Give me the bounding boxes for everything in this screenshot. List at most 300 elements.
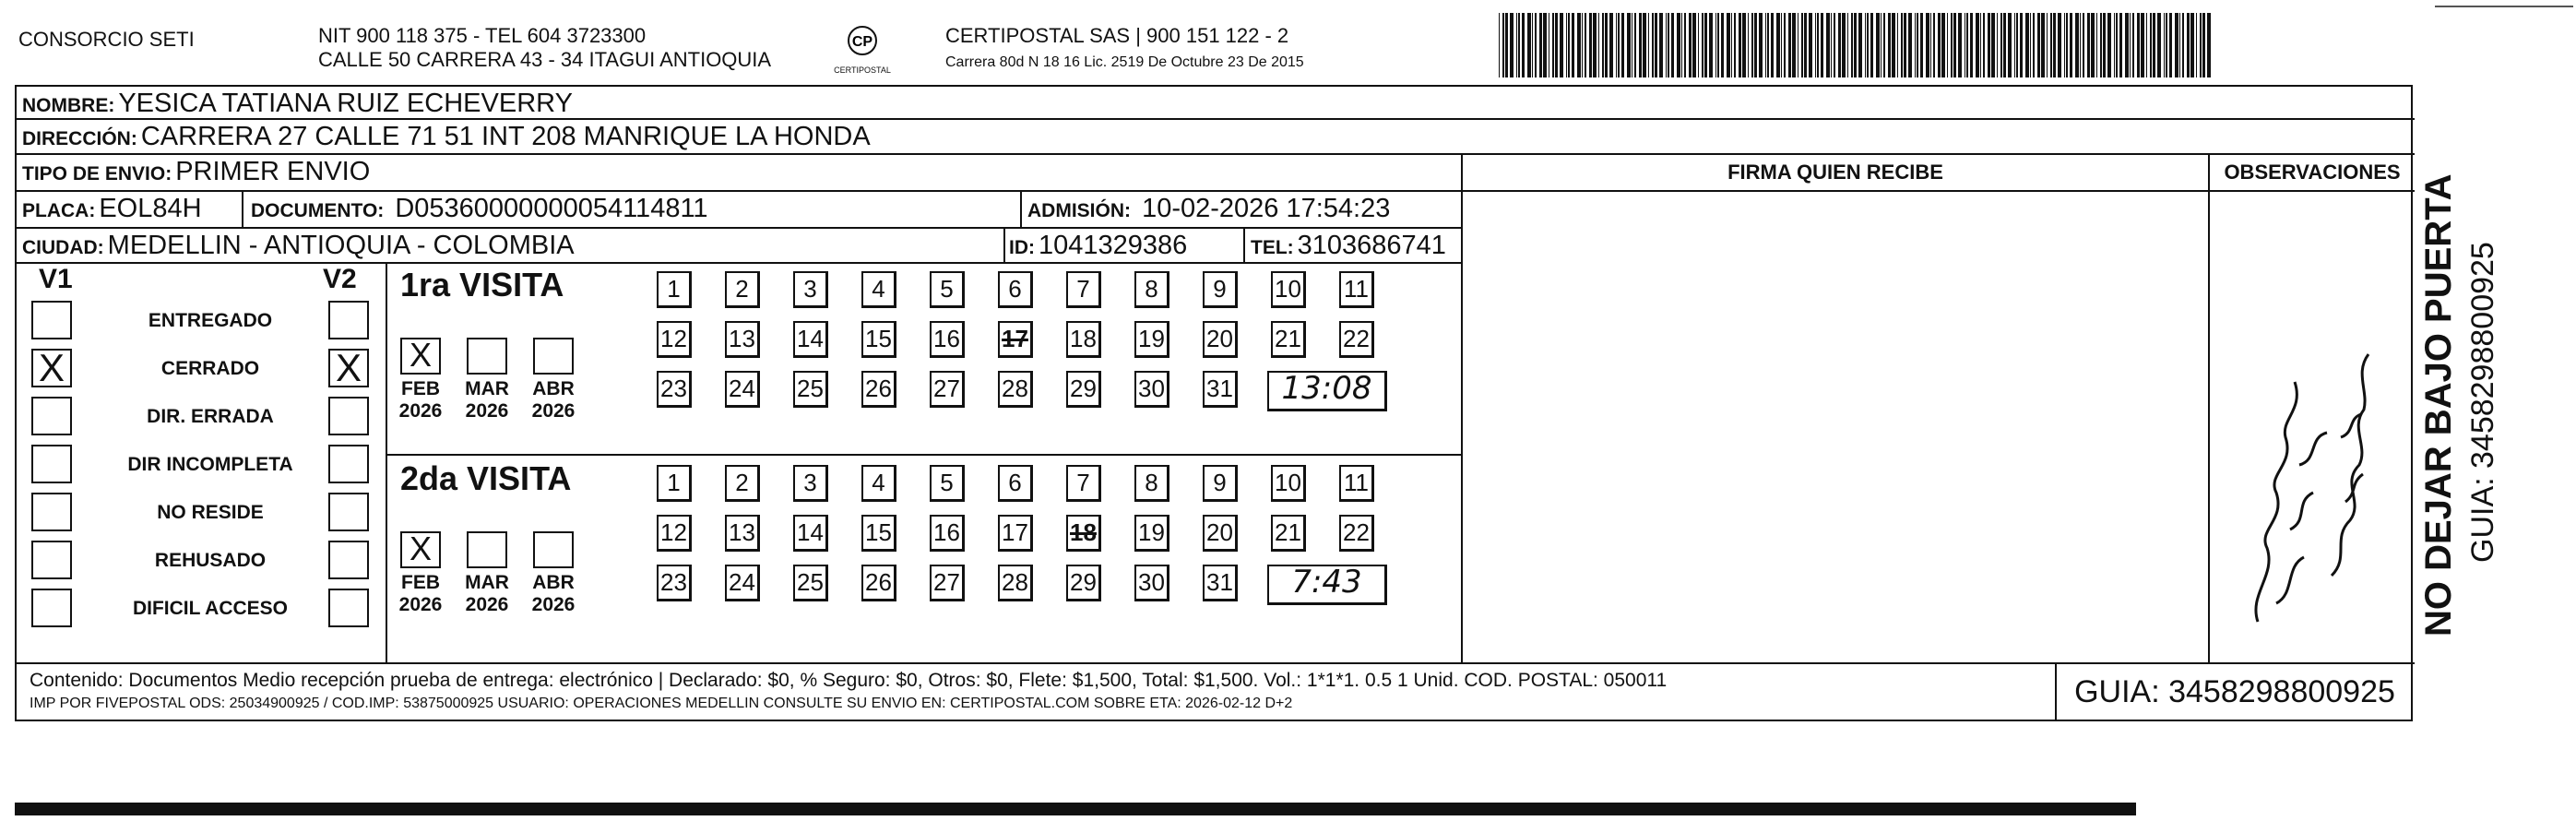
barcode-bar [1881,13,1882,77]
day-box[interactable]: 20 [1203,515,1238,552]
day-box[interactable]: 11 [1339,465,1374,502]
footer-imp: IMP POR FIVEPOSTAL ODS: 25034900925 / COD.IMP: 53875000925 USUARIO: OPERACIONES MEDELLIN CONSULTE SU ENVIO EN: CERTIPOSTAL.COM SOBRE ETA: 2026-02-12 D+2 [30,696,1293,711]
day-box[interactable]: 15 [861,515,896,552]
direccion-label: DIRECCIÓN: [22,128,137,149]
barcode-bar [1618,13,1620,77]
barcode-bar [1634,13,1636,77]
month-name: MAR [465,378,509,399]
barcode-bar [1951,13,1953,77]
v2-checkbox[interactable] [328,397,369,435]
v1-checkbox[interactable] [31,445,72,483]
status-label: CERRADO [160,358,260,379]
barcode-bar [2020,13,2023,77]
company-name: CONSORCIO SETI [18,28,195,51]
barcode-bar [2132,13,2134,77]
barcode-bar [1572,13,1574,77]
day-box[interactable]: 8 [1134,271,1169,308]
day-box[interactable]: 29 [1066,371,1101,408]
barcode-bar [1765,13,1766,77]
barcode-bar [1751,13,1753,77]
direccion-row [17,120,2415,155]
day-box[interactable]: 20 [1203,321,1238,358]
barcode-bar [2083,13,2084,77]
barcode-bar [1867,13,1869,77]
day-box[interactable]: 9 [1203,465,1238,502]
barcode-bar [2003,13,2006,77]
day-box[interactable]: 17 [998,515,1033,552]
barcode-bar [1784,13,1786,77]
day-box[interactable]: 12 [657,321,692,358]
barcode-bar [1698,13,1699,77]
month-checkbox[interactable] [533,338,574,375]
admision-value: 10-02-2026 17:54:23 [1142,194,1391,223]
day-box[interactable]: 1 [657,465,692,502]
day-box[interactable]: 28 [998,565,1033,601]
barcode-bar [1602,13,1604,77]
day-box[interactable]: 22 [1339,321,1374,358]
ciudad-value: MEDELLIN - ANTIOQUIA - COLOMBIA [107,231,575,260]
month-checkbox[interactable]: X [400,531,441,568]
v2-checkbox[interactable] [328,589,369,627]
barcode-bar [2182,13,2184,77]
barcode-bar [1966,13,1968,77]
status-label: REHUSADO [154,550,267,571]
barcode-bar [1717,13,1719,77]
barcode-bar [1627,13,1631,77]
day-box[interactable]: 3 [793,465,828,502]
barcode-bar [1518,13,1520,77]
documento-value: D05360000000054114811 [395,194,708,223]
barcode-bar [1865,13,1866,77]
day-box[interactable]: 1 [657,271,692,308]
barcode-bar [2030,13,2031,77]
barcode-bar [1560,13,1563,77]
barcode-bar [1502,13,1504,77]
v2-checkbox[interactable] [328,493,369,531]
barcode-bar [2157,13,2161,77]
barcode-bar [1915,13,1916,77]
month-label [526,378,581,422]
side-guia: GUIA: 3458298800925 [2465,242,2500,563]
barcode-bar [1616,13,1617,77]
barcode-bar [2130,13,2131,77]
day-box[interactable]: 19 [1134,515,1169,552]
firma-label: FIRMA QUIEN RECIBE [1727,161,1943,184]
day-box[interactable]: 23 [657,565,692,601]
barcode-bar [1897,13,1898,77]
firma-divider [1461,155,1463,664]
barcode-bar [2141,13,2144,77]
barcode-bar [1947,13,1948,77]
day-box[interactable]: 3 [793,271,828,308]
placa-label: PLACA: [22,200,96,221]
barcode-bar [1499,13,1500,77]
barcode-bar [2087,13,2090,77]
observaciones-label: OBSERVACIONES [2224,161,2401,184]
barcode-bar [1988,13,1990,77]
logo-icon [830,24,895,61]
day-box[interactable]: 27 [930,565,965,601]
barcode-bar [1920,13,1923,77]
day-box[interactable]: 6 [998,465,1033,502]
barcode-bar [1817,13,1819,77]
barcode-bar [1759,13,1763,77]
barcode-bar [1792,13,1796,77]
barcode-bar [2169,13,2172,77]
day-box[interactable]: 17 [998,321,1033,358]
day-box[interactable]: 2 [725,465,760,502]
barcode-bar [2114,13,2115,77]
barcode-bar [1709,13,1713,77]
barcode-bar [1505,13,1508,77]
nombre-row [17,87,2415,120]
barcode-bar [2150,13,2152,77]
barcode-bar [1801,13,1803,77]
certipostal-logo [830,24,895,79]
day-box[interactable]: 24 [725,371,760,408]
day-box[interactable]: 22 [1339,515,1374,552]
nombre-label: NOMBRE: [22,95,115,116]
barcode-bar [1668,13,1669,77]
barcode-bar [1788,13,1791,77]
barcode-bar [1976,13,1979,77]
barcode-bar [2064,13,2065,77]
barcode-bar [1842,13,1846,77]
day-box[interactable]: 5 [930,271,965,308]
barcode-bar [1904,13,1906,77]
v1-checkbox[interactable] [31,397,72,435]
month-label [526,572,581,616]
day-box[interactable]: 31 [1203,371,1238,408]
barcode-bar [1938,13,1941,77]
status-label: DIFICIL ACCESO [132,598,288,619]
nit-line: NIT 900 118 375 - TEL 604 3723300 [318,24,647,47]
month-checkbox[interactable] [467,531,507,568]
handwritten-signature [2239,299,2378,631]
month-year: 2026 [398,400,443,422]
barcode-bar [1991,13,1995,77]
barcode-bar [2196,13,2197,77]
barcode-bar [1522,13,1525,77]
barcode-bar [1510,13,1514,77]
barcode-bar [1876,13,1880,77]
day-box[interactable]: 18 [1066,321,1101,358]
barcode-bar [1566,13,1567,77]
barcode-bar [2000,13,2002,77]
barcode-bar [2103,13,2106,77]
certipostal-line: CERTIPOSTAL SAS | 900 151 122 - 2 [945,24,1289,47]
barcode-bar [1721,13,1724,77]
barcode-bar [1516,13,1517,77]
barcode-bar [2053,13,2056,77]
barcode-bar [1926,13,1929,77]
barcode-bar [2125,13,2129,77]
visit-time: 7:43 [1267,565,1387,605]
id-label: ID: [1009,237,1035,258]
barcode-bar [1598,13,1599,77]
logo-text: CERTIPOSTAL [834,65,891,75]
visits-area [387,264,1461,662]
barcode-bar [1715,13,1716,77]
barcode-bar [2091,13,2095,77]
barcode-bar [1704,13,1707,77]
day-box[interactable]: 6 [998,271,1033,308]
month-year: 2026 [465,594,509,615]
barcode-bar [1652,13,1654,77]
barcode-bar [1621,13,1624,77]
month-label [459,572,515,616]
edge-mark [2435,6,2573,7]
day-box[interactable]: 19 [1134,321,1169,358]
barcode-bar [1555,13,1558,77]
footer-content: Contenido: Documentos Medio recepción prueba de entrega: electrónico | Declarado: $0, % Seguro: $0, Otros: $0, Flete: $1,500, Total: $1,500. Vol.: 1*1*1. 0.5 1 Unid. COD. POSTAL: 050011 [30,670,1668,691]
day-box[interactable]: 16 [930,321,965,358]
barcode-bar [2080,13,2081,77]
shipping-label-frame [15,85,2413,721]
barcode-bar [1582,13,1583,77]
barcode-bar [1671,13,1674,77]
day-box[interactable]: 13 [725,515,760,552]
barcode-bar [1702,13,1703,77]
barcode-bar [2202,13,2205,77]
v2-checkbox[interactable] [328,541,369,579]
barcode-bar [2107,13,2111,77]
day-box[interactable]: 7 [1066,271,1101,308]
day-box[interactable]: 24 [725,565,760,601]
barcode-bar [1847,13,1848,77]
side-warning: NO DEJAR BAJO PUERTA [2418,173,2459,637]
barcode-bar [1809,13,1812,77]
barcode-bar [1577,13,1581,77]
barcode-bar [2153,13,2155,77]
barcode-bar [1838,13,1841,77]
day-box[interactable]: 30 [1134,565,1169,601]
month-checkbox[interactable] [533,531,574,568]
barcode-bar [1851,13,1853,77]
v1-checkbox[interactable] [31,301,72,339]
day-box[interactable]: 18 [1066,515,1101,552]
month-year: 2026 [465,400,509,422]
obs-header-line [2210,190,2415,192]
visit-title: 2da VISITA [400,459,572,497]
barcode-bar [1883,13,1885,77]
v1-checkbox[interactable]: X [31,349,72,387]
barcode-bar [1681,13,1682,77]
barcode-bar [2075,13,2079,77]
barcode-bar [1605,13,1608,77]
barcode-bar [1997,13,1998,77]
ciudad-label: CIUDAD: [22,237,104,258]
barcode-bar [1958,13,1962,77]
month-label [393,572,448,616]
barcode-bar [1858,13,1862,77]
day-box[interactable]: 30 [1134,371,1169,408]
day-box[interactable]: 4 [861,465,896,502]
barcode-bar [2190,13,2194,77]
address-line: CALLE 50 CARRERA 43 - 34 ITAGUI ANTIOQUIA [318,48,772,71]
barcode-bar [1892,13,1895,77]
barcode-bar [1659,13,1663,77]
day-box[interactable]: 8 [1134,465,1169,502]
day-box[interactable]: 10 [1271,271,1306,308]
barcode-bar [2119,13,2122,77]
barcode-bar [1941,13,1945,77]
status-label: DIR INCOMPLETA [127,454,293,475]
barcode-bar [1666,13,1667,77]
barcode-bar [1930,13,1931,77]
barcode-bar [1754,13,1757,77]
barcode-bar [1933,13,1935,77]
barcode-bar [1917,13,1918,77]
month-name: MAR [465,572,509,593]
barcode-bar [2179,13,2180,77]
day-box[interactable]: 29 [1066,565,1101,601]
day-box[interactable]: 11 [1339,271,1374,308]
barcode-bar [1539,13,1542,77]
month-year: 2026 [531,594,576,615]
bottom-rule [15,803,2136,815]
visit-divider [387,454,1461,456]
barcode-bar [1527,13,1531,77]
ciudad-row [17,229,1461,264]
barcode-bar [1684,13,1686,77]
barcode-bar [2200,13,2202,77]
day-box[interactable]: 26 [861,371,896,408]
barcode-bar [2066,13,2068,77]
barcode-bar [1901,13,1903,77]
barcode-bar [1834,13,1835,77]
day-box[interactable]: 21 [1271,321,1306,358]
day-box[interactable]: 12 [657,515,692,552]
day-box[interactable]: 7 [1066,465,1101,502]
month-label [393,378,448,422]
barcode-bar [1854,13,1857,77]
status-label: DIR. ERRADA [147,406,274,427]
tipo-label: TIPO DE ENVIO: [22,163,172,184]
day-box[interactable]: 4 [861,271,896,308]
day-box[interactable]: 15 [861,321,896,358]
day-box[interactable]: 14 [793,515,828,552]
month-year: 2026 [531,400,576,422]
barcode-bar [2175,13,2178,77]
day-box[interactable]: 21 [1271,515,1306,552]
v1-checkbox[interactable] [31,541,72,579]
day-box[interactable]: 25 [793,371,828,408]
v1-checkbox[interactable] [31,589,72,627]
day-box[interactable]: 23 [657,371,692,408]
guia-box: GUIA: 3458298800925 [2055,663,2413,721]
barcode-bar [2058,13,2061,77]
barcode-bar [1953,13,1956,77]
barcode-bar [2164,13,2165,77]
barcode-bar [1643,13,1646,77]
month-name: ABR [532,572,575,593]
day-box[interactable]: 26 [861,565,896,601]
barcode-bar [1731,13,1732,77]
barcode-bar [2070,13,2072,77]
v2-checkbox[interactable] [328,445,369,483]
v2-checkbox[interactable]: X [328,349,369,387]
v2-heading: V2 [323,264,357,294]
barcode-bar [1655,13,1657,77]
documento-label: DOCUMENTO: [251,200,385,221]
barcode-bar [1692,13,1696,77]
v1-heading: V1 [39,264,73,294]
barcode-bar [1742,13,1746,77]
barcode-bar [1888,13,1891,77]
barcode-bar [2041,13,2045,77]
placa-value: EOL84H [99,194,202,223]
tel-label: TEL: [1251,237,1294,258]
day-box[interactable]: 9 [1203,271,1238,308]
month-checkbox[interactable] [467,338,507,375]
day-box[interactable]: 2 [725,271,760,308]
license-line: Carrera 80d N 18 16 Lic. 2519 De Octubre 23 De 2015 [945,54,1304,70]
barcode-bar [1593,13,1597,77]
barcode-bar [2146,13,2147,77]
barcode-bar [1748,13,1749,77]
barcode-bar [2025,13,2029,77]
barcode-bar [2096,13,2097,77]
direccion-value: CARRERA 27 CALLE 71 51 INT 208 MANRIQUE LA HONDA [140,122,871,151]
barcode-bar [1970,13,1973,77]
v1-checkbox[interactable] [31,493,72,531]
barcode-bar [1609,13,1613,77]
barcode-bar [2207,13,2211,77]
barcode-bar [1781,13,1782,77]
month-checkbox[interactable]: X [400,338,441,375]
barcode-bar [1908,13,1912,77]
status-area [17,264,386,662]
barcode-bar [1739,13,1741,77]
tel-value: 3103686741 [1297,231,1446,260]
barcode-bar [2187,13,2190,77]
day-box[interactable]: 13 [725,321,760,358]
barcode-bar [1689,13,1692,77]
day-box[interactable]: 28 [998,371,1033,408]
month-name: ABR [532,378,575,399]
barcode-bar [1804,13,1807,77]
day-box[interactable]: 14 [793,321,828,358]
day-box[interactable]: 16 [930,515,965,552]
barcode-bar [1639,13,1642,77]
day-box[interactable]: 27 [930,371,965,408]
barcode-bar [2008,13,2012,77]
barcode-bar [1815,13,1816,77]
barcode-bar [2037,13,2040,77]
day-box[interactable]: 5 [930,465,965,502]
barcode-bar [1771,13,1774,77]
barcode-bar [2033,13,2035,77]
placa-row [17,192,1461,229]
barcode-bar [1826,13,1830,77]
v2-checkbox[interactable] [328,301,369,339]
status-label: ENTREGADO [148,310,273,331]
tipo-value: PRIMER ENVIO [175,157,371,186]
month-name: FEB [401,572,440,593]
day-box[interactable]: 31 [1203,565,1238,601]
day-box[interactable]: 10 [1271,465,1306,502]
month-label [459,378,515,422]
barcode-bar [1727,13,1730,77]
barcode-bar [2014,13,2015,77]
barcode-bar [1980,13,1981,77]
visit-title: 1ra VISITA [400,266,564,303]
month-name: FEB [401,378,440,399]
barcode-bar [1589,13,1592,77]
day-box[interactable]: 25 [793,565,828,601]
barcode-bar [1821,13,1823,77]
